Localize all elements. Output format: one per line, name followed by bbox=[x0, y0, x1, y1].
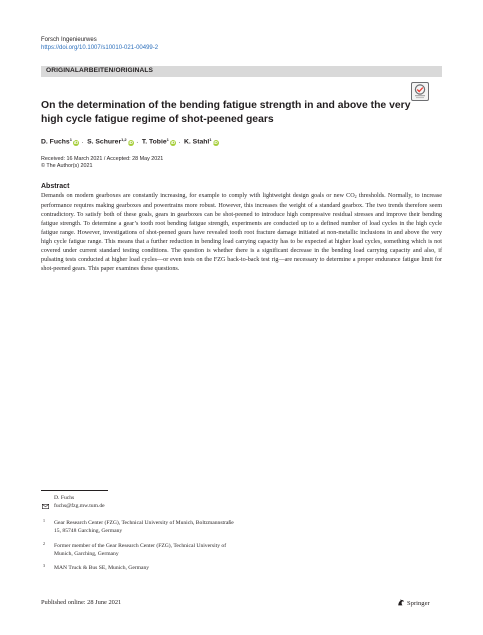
doi-link[interactable]: https://doi.org/10.1007/s10010-021-00499-2 bbox=[41, 45, 159, 51]
orcid-icon[interactable]: iD bbox=[73, 140, 79, 145]
affiliation-text: Gear Research Center (FZG), Technical University of Munich, Boltzmannstraße 15, 85748 Garching, Germany bbox=[54, 520, 234, 535]
abstract-text-part: thresholds. Normally, to increase performance requires making gearboxes and powertrains more robust. However, this increases the weight of a standard gearbox. The two trends therefore seem contradictory. To satisfy both of these goals, gears in gearboxes can be shot-peened to introduce high compressive residual stresses and improve their bending fatigue strength. To determine a gear’s tooth root bending fatigue strength, experiments are conducted up to a defined number of load cycles in the high cycle fatigue range. However, investigations of shot-peened gears have revealed tooth root fracture damage initiated at non-metallic inclusions in and above the very high cycle fatigue range. This means that a further reduction in bending load carrying capacity has to be expected at higher load cycles, something which is not covered under current standard testing conditions. The question is whether there is a significant decrease in the bending load carrying capacity and also, if pulsating tests conducted at higher load cycles—or even tests on the FZG back-to-back test rig—are necessary to determine a proper endurance fatigue limit for shot-peened gears. This paper examines these questions. bbox=[41, 193, 442, 272]
envelope-icon bbox=[42, 496, 49, 514]
author-name: T. Tobie bbox=[141, 138, 167, 146]
journal-name: Forsch Ingenieurwes bbox=[41, 37, 97, 43]
author-list: D. Fuchs$^1$iD · S. Schurer$^{1,2}$iD · T. Tobie$^1$iD · K. Stahl$^1$iD bbox=[41, 137, 218, 146]
article-title: On the determination of the bending fatigue strength in and above the very high cycle fatigue regime of shot-peened gears bbox=[41, 100, 411, 125]
author-affiliation-marker: 1 bbox=[209, 137, 212, 142]
abstract-heading: Abstract bbox=[41, 183, 70, 190]
author-name: S. Schurer bbox=[87, 138, 122, 146]
published-online-date: Published online: 28 June 2021 bbox=[41, 599, 122, 606]
article-category: ORIGINALARBEITEN/ORIGINALS bbox=[46, 67, 154, 74]
publisher-logo bbox=[397, 598, 430, 608]
publisher-name: Springer bbox=[407, 599, 430, 607]
footnote-divider bbox=[41, 490, 108, 491]
copyright-notice: © The Author(s) 2021 bbox=[41, 163, 93, 169]
received-accepted-dates: Received: 16 March 2021 / Accepted: 28 May 2021 bbox=[41, 156, 164, 162]
springer-horse-icon bbox=[397, 598, 405, 608]
author-name: D. Fuchs bbox=[41, 138, 70, 146]
orcid-icon[interactable]: iD bbox=[128, 140, 133, 145]
corresponding-author-email[interactable]: fuchs@fzg.mw.tum.de bbox=[54, 503, 105, 509]
abstract-body bbox=[41, 192, 442, 274]
author-affiliation-marker: 1 bbox=[166, 137, 169, 142]
affiliation-number: 2 bbox=[43, 541, 45, 546]
affiliation-text: MAN Truck & Bus SE, Munich, Germany bbox=[54, 565, 150, 571]
affiliation-number: 1 bbox=[43, 518, 45, 523]
affiliation-text: Former member of the Gear Research Center (FZG), Technical University of Munich, Garching, Germany bbox=[54, 543, 227, 558]
abstract-text-part: Demands on modern gearboxes are constantly increasing, for example to comply with lightweight design goals or new CO bbox=[41, 193, 355, 199]
affiliation-number: 3 bbox=[43, 563, 45, 568]
orcid-icon[interactable]: iD bbox=[213, 140, 218, 145]
author-affiliation-marker: 1 bbox=[69, 137, 72, 142]
author-name: K. Stahl bbox=[184, 138, 210, 146]
orcid-icon[interactable]: iD bbox=[170, 140, 176, 145]
co2-subscript: 2 bbox=[354, 194, 357, 199]
corresponding-author-name: D. Fuchs bbox=[54, 495, 75, 501]
author-affiliation-marker: 1,2 bbox=[121, 137, 127, 142]
